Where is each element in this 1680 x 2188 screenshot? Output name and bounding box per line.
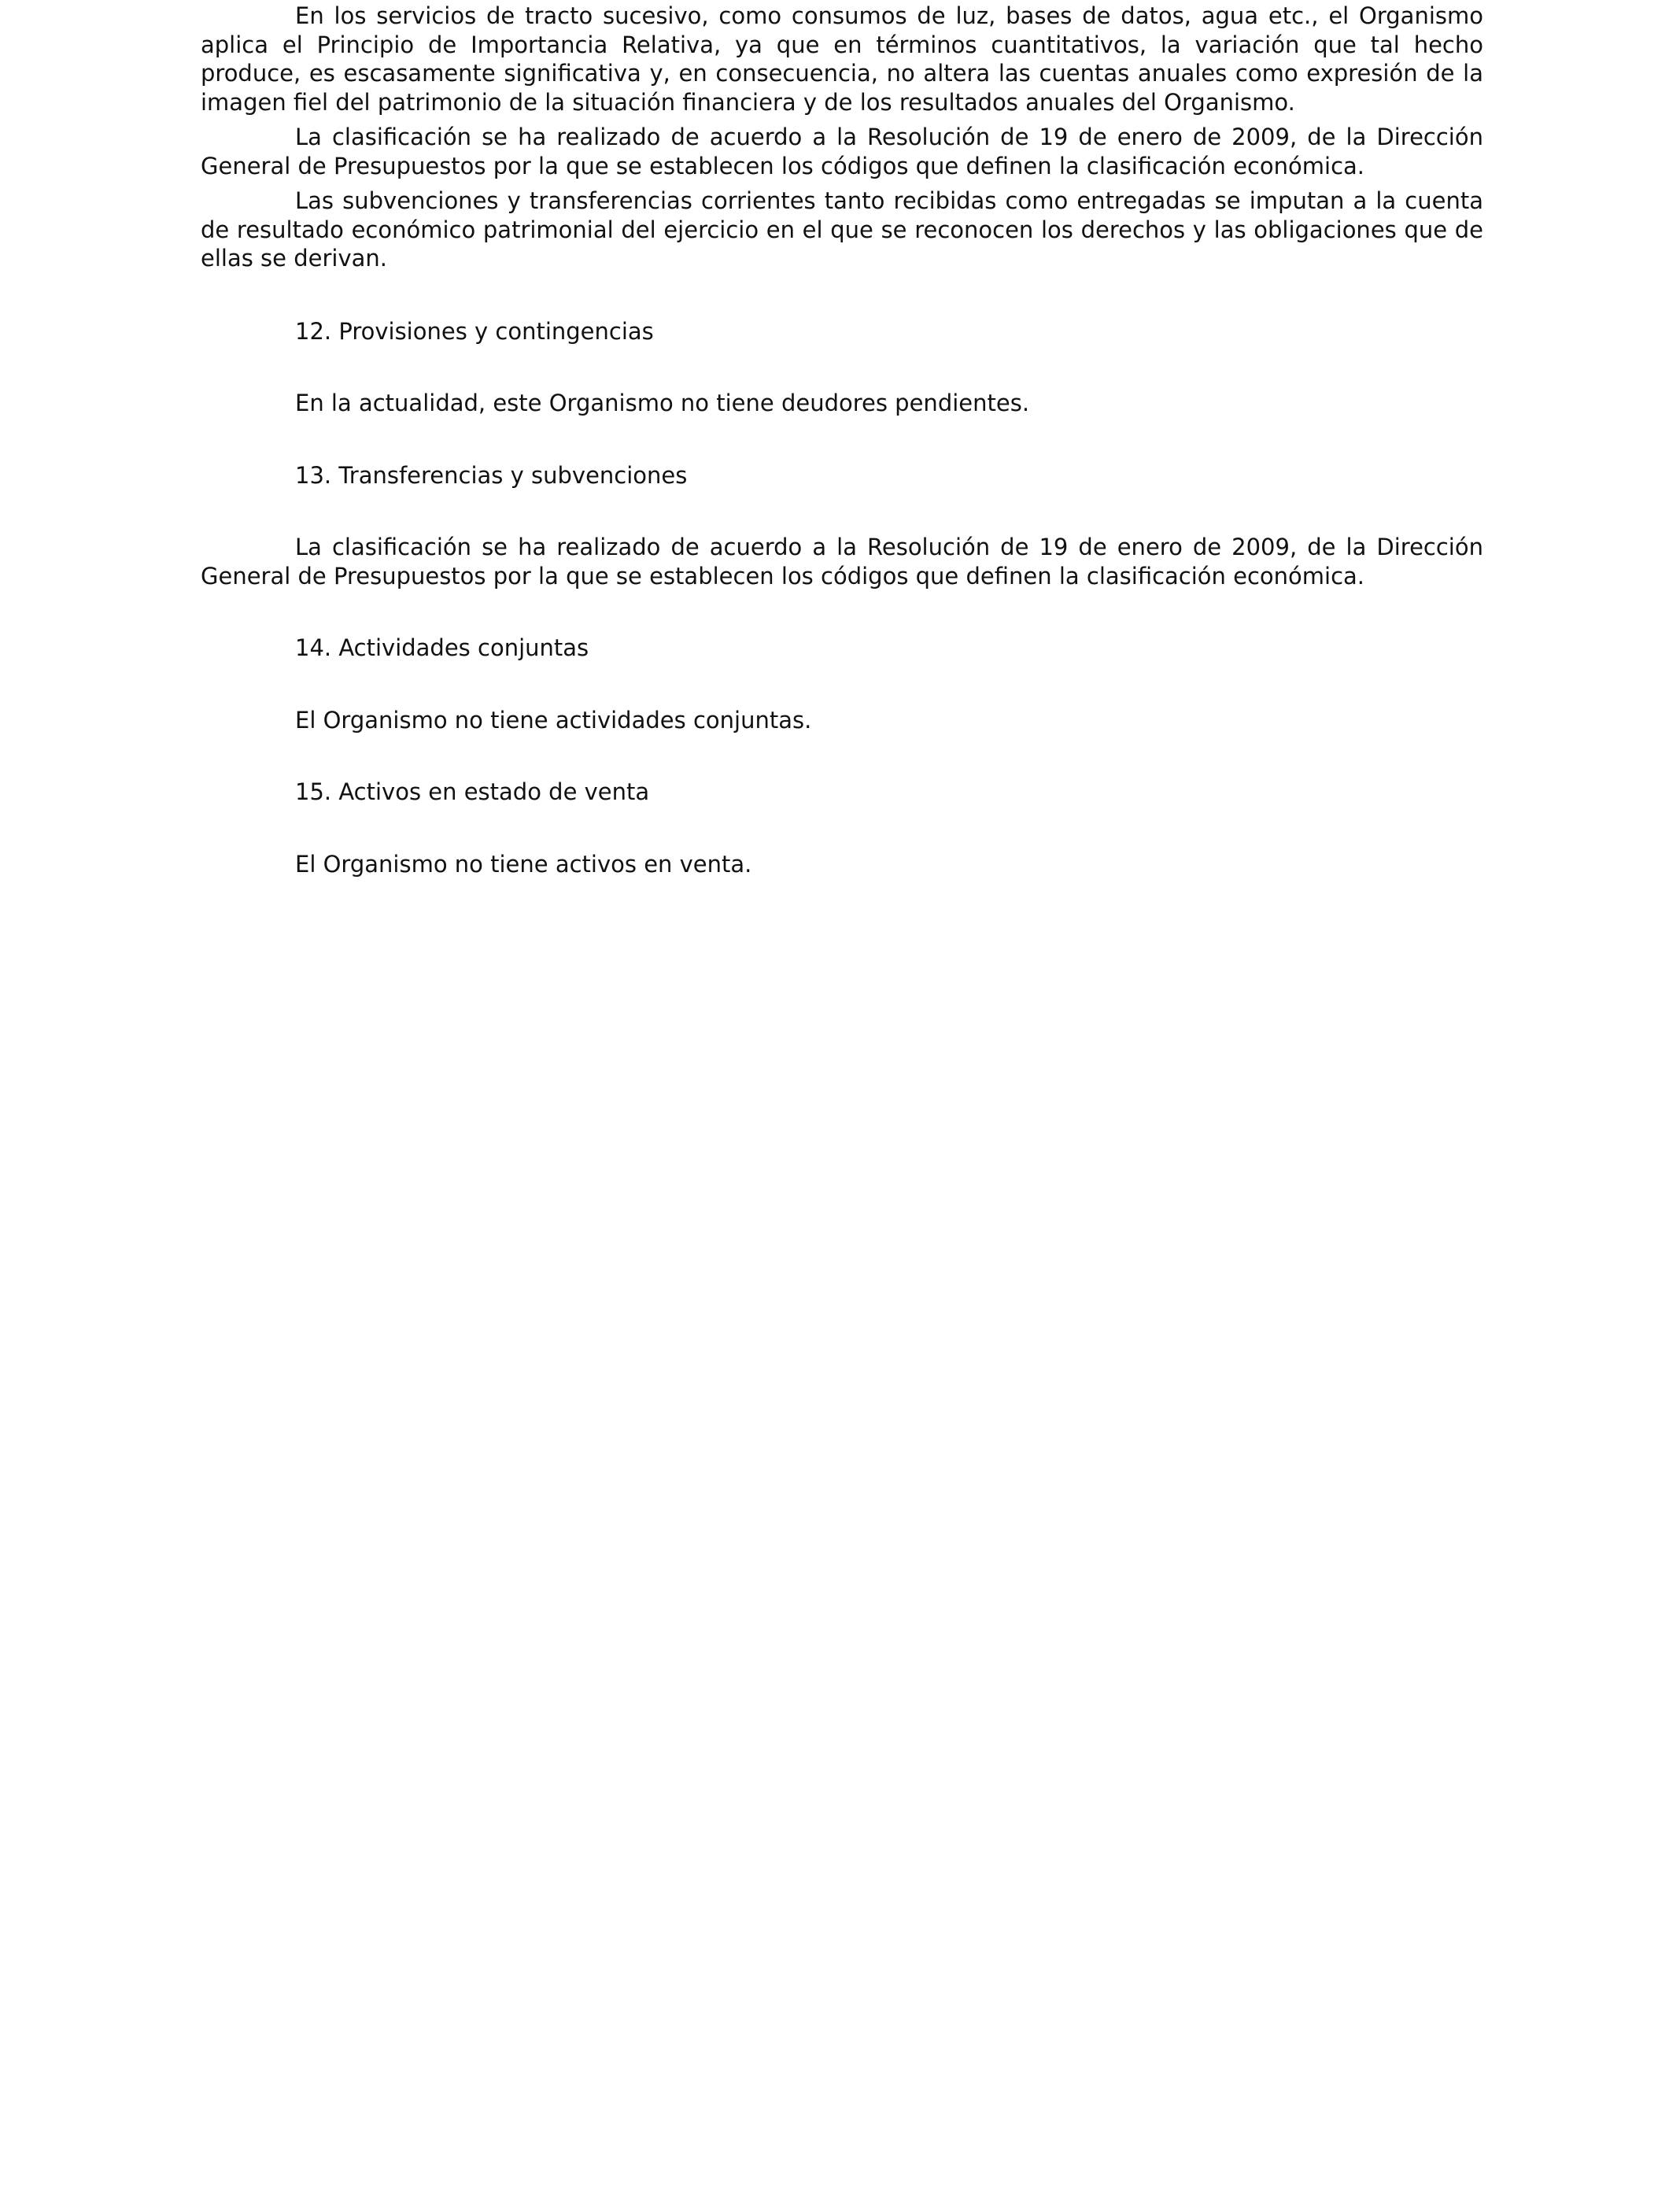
section-heading-15: 15. Activos en estado de venta (295, 778, 650, 805)
paragraph-tracto-sucesivo: En los servicios de tracto sucesivo, como consumos de luz, bases de datos, agua etc., el Organismo aplica el Principio de Importancia Relativa, ya que en términos cuantitativos, la variación que tal hecho produce, es escasamente significativa y, en consecuencia, no altera las cuentas anuales como expresión de la imagen fiel del patrimonio de la situación financiera y de los resultados anuales del Organismo. (201, 2, 1483, 116)
paragraph-subvenciones: Las subvenciones y transferencias corrientes tanto recibidas como entregadas se imputan a la cuenta de resultado económico patrimonial del ejercicio en el que se reconocen los derechos y las obligaciones que de ellas se derivan. (201, 187, 1483, 272)
spacer (201, 279, 1483, 317)
spacer (201, 418, 1483, 461)
spacer (201, 663, 1483, 706)
section-body-13: La clasificación se ha realizado de acuerdo a la Resolución de 19 de enero de 2009, de la Dirección General de Presupuestos por la que se establecen los códigos que definen la clasificación económica. (201, 534, 1483, 590)
section-body-12: En la actualidad, este Organismo no tiene deudores pendientes. (295, 390, 1030, 416)
document-content (201, 2, 1483, 878)
section-body-15: El Organismo no tiene activos en venta. (295, 850, 752, 878)
spacer (201, 490, 1483, 533)
section-heading-12: 12. Provisiones y contingencias (295, 317, 654, 345)
spacer (201, 734, 1483, 778)
section-heading-14: 14. Actividades conjuntas (295, 634, 589, 661)
paragraph-clasificacion: La clasificación se ha realizado de acuerdo a la Resolución de 19 de enero de 2009, de la Dirección General de Presupuestos por la que se establecen los códigos que definen la clasificación económica. (201, 124, 1483, 179)
spacer (201, 807, 1483, 850)
spacer (201, 590, 1483, 634)
section-heading-13: 13. Transferencias y subvenciones (295, 461, 688, 489)
section-body-14: El Organismo no tiene actividades conjuntas. (295, 706, 812, 734)
spacer (201, 346, 1483, 389)
